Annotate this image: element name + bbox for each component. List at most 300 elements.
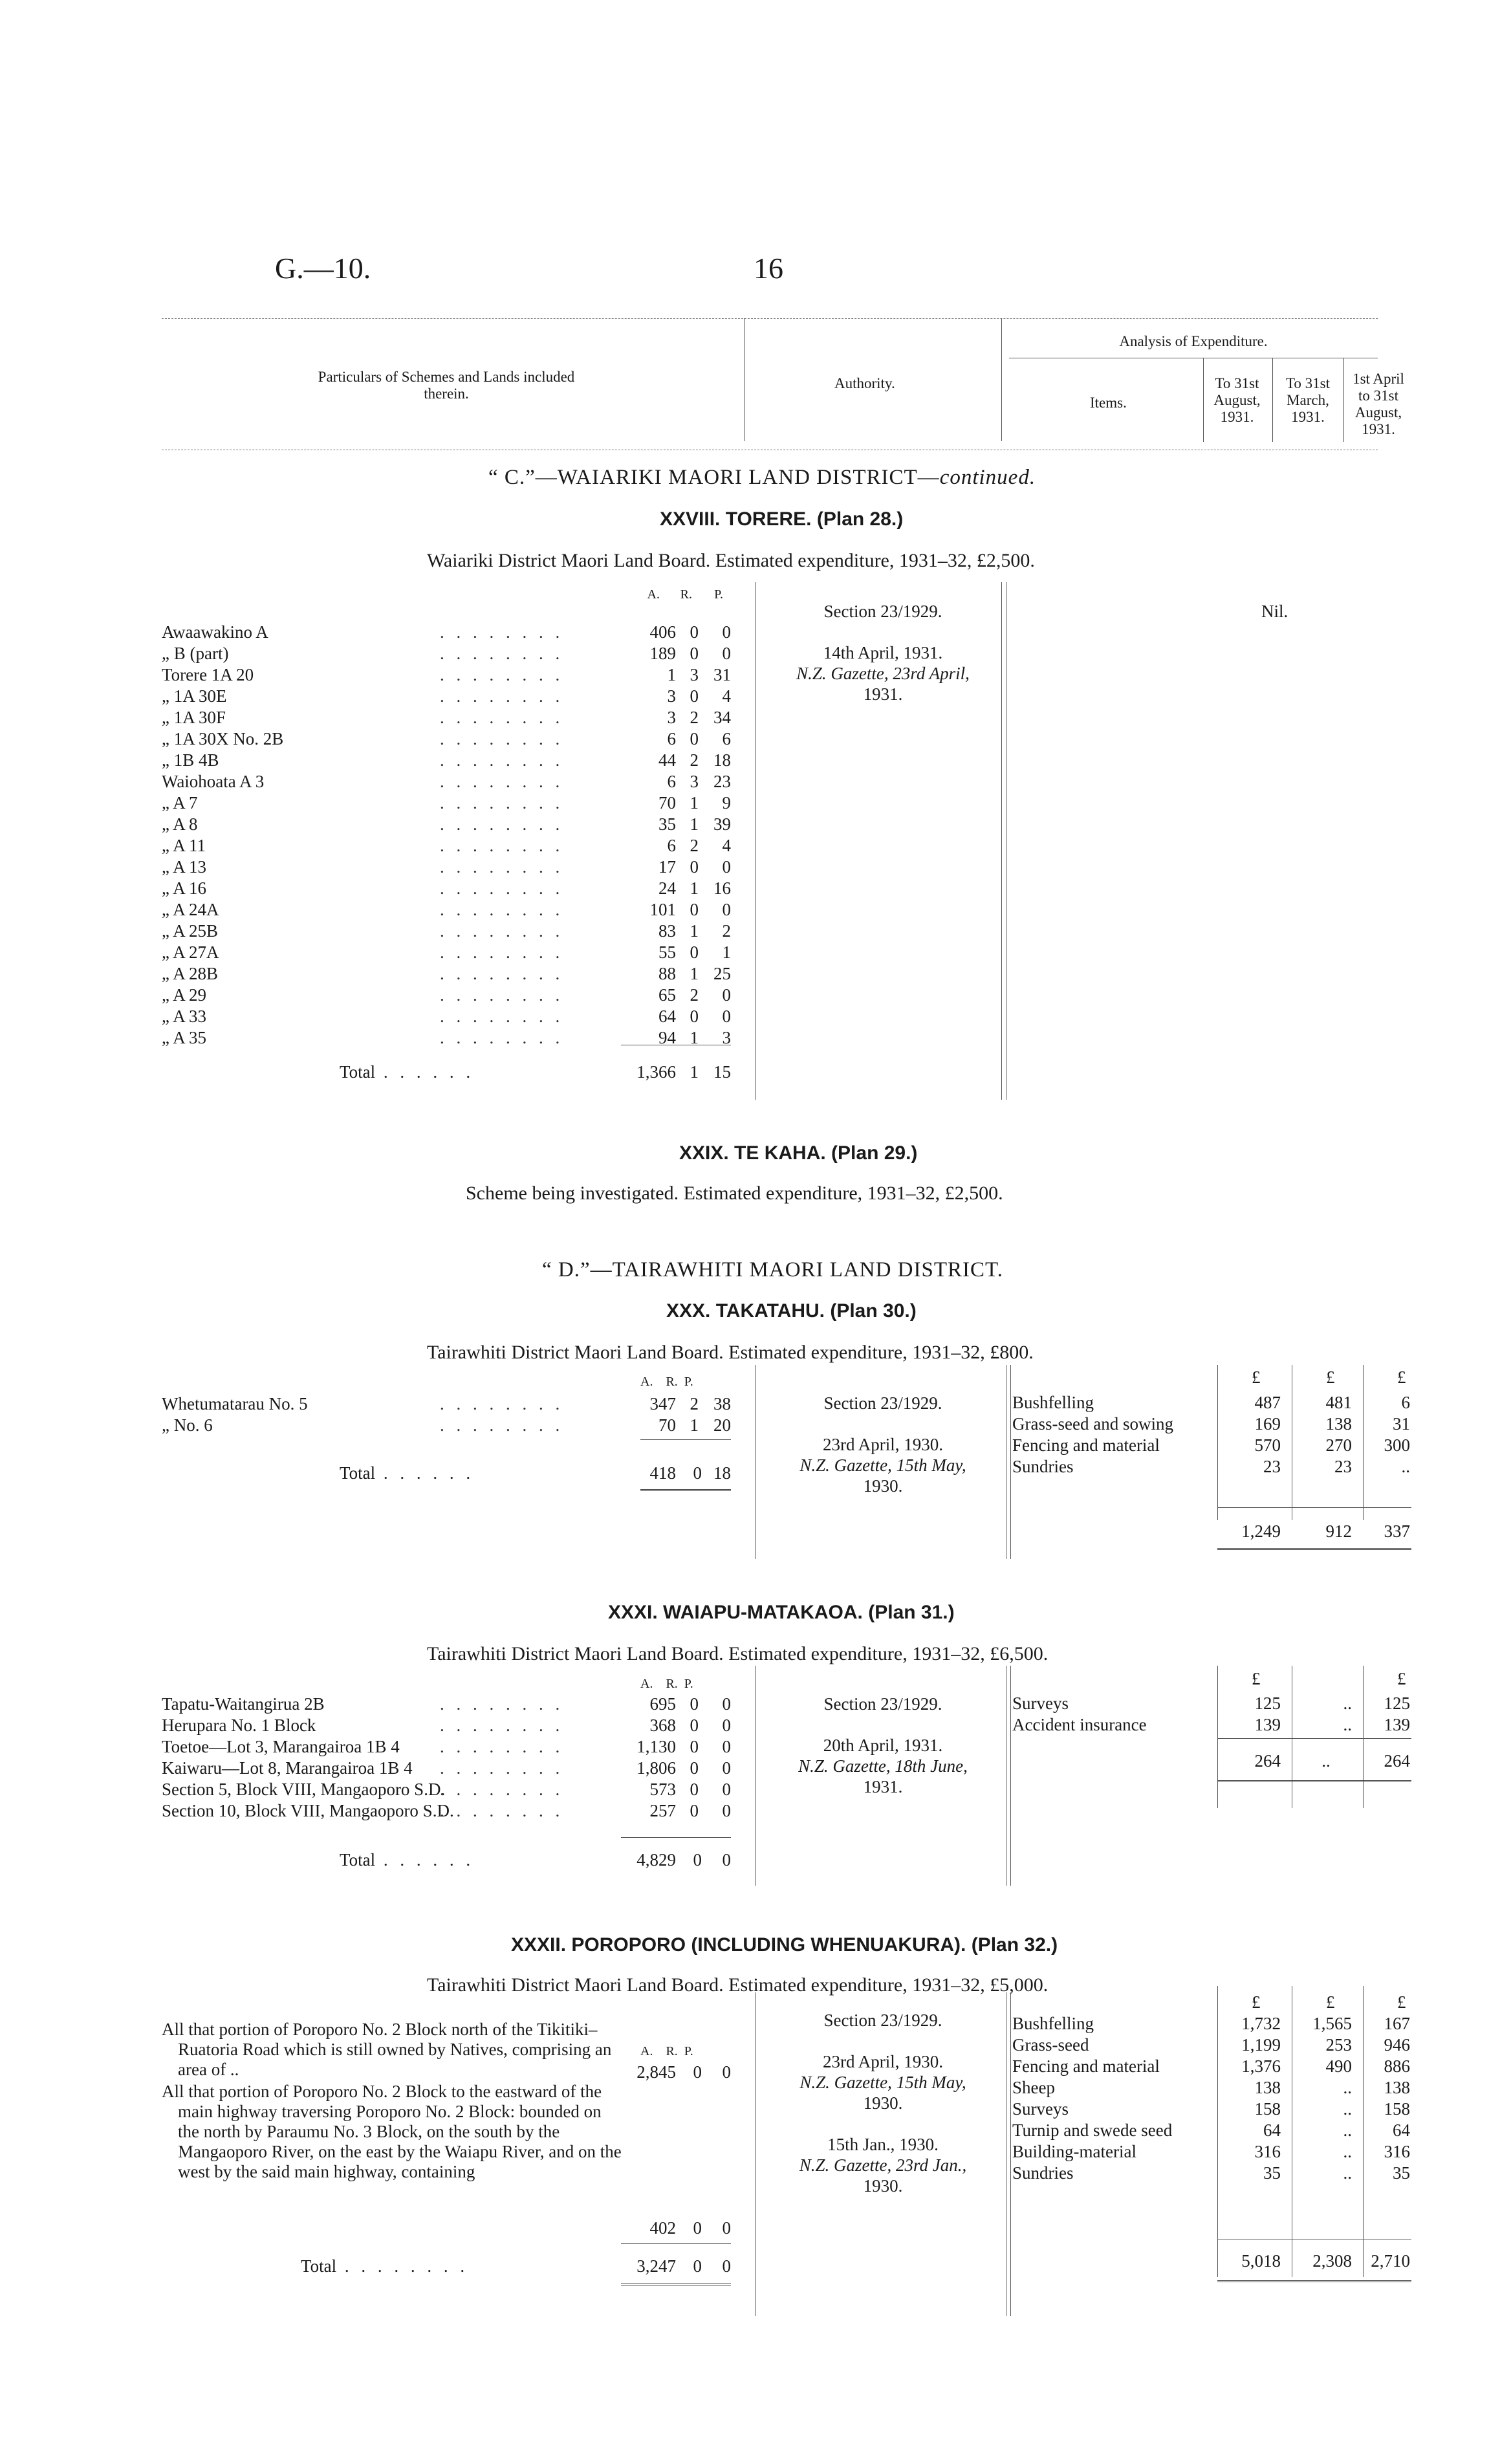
expenditure-row: [1012, 2120, 1410, 2141]
item-apr-aug: 139: [1384, 1715, 1410, 1734]
s30-land-list: [162, 1393, 731, 1435]
land-roods: 0: [690, 943, 699, 962]
item-to-31-aug: 1,732: [1241, 2014, 1281, 2033]
land-perches: 31: [713, 665, 731, 684]
s31-items: [1012, 1693, 1410, 1736]
land-roods: 1: [690, 921, 699, 941]
item-to-31-aug: 138: [1254, 2078, 1281, 2097]
land-acres: 3: [667, 686, 676, 706]
s32-land2: All that portion of Poroporo No. 2 Block to the eastward of the main highway traversing Poroporo No. 2 Block: bounded on the north by Paraumu No. 3 Block, on the south by the Mangaoporo River, on the east by the Waiapu River, and on the west by the said main highway, containing: [162, 2082, 622, 2181]
item-to-31-mar: ..: [1343, 1694, 1352, 1713]
s31-divider: [1363, 1666, 1364, 1808]
header-divider: [744, 318, 745, 441]
land-perches: 23: [713, 772, 731, 791]
land-roods: 0: [690, 622, 699, 642]
land-row: [162, 963, 744, 984]
land-acres: 257: [649, 1801, 676, 1820]
land-acres: 65: [658, 985, 676, 1005]
dot-leader: . . . . . . . .: [440, 1694, 564, 1714]
land-perches: 9: [722, 793, 731, 812]
header-divider: [1203, 358, 1204, 442]
authority-line: 23rd April, 1930.: [823, 1435, 943, 1454]
land-row: [162, 1693, 744, 1714]
s32-land2-a: 402: [649, 2218, 676, 2238]
authority-header: Authority.: [834, 375, 895, 391]
items-header: Items.: [1090, 395, 1127, 411]
land-roods: 0: [690, 1007, 699, 1026]
item-to-31-mar: ..: [1343, 2078, 1352, 2097]
s31-board: Tairawhiti District Maori Land Board. Estimated expenditure, 1931–32, £6,500.: [427, 1643, 1049, 1664]
authority-line: N.Z. Gazette, 15th May,: [799, 1456, 966, 1475]
dot-leader: . . . . . . . .: [440, 1716, 564, 1735]
land-row: [162, 984, 744, 1005]
authority-line: 1930.: [863, 1476, 903, 1496]
s30-cur2: £: [1326, 1368, 1335, 1387]
s32-divider: [1363, 1986, 1364, 2277]
expenditure-row: [1012, 1714, 1410, 1736]
item-name: Sundries: [1012, 2163, 1074, 2183]
item-to-31-mar: 490: [1325, 2056, 1352, 2076]
item-to-31-mar: 138: [1325, 1414, 1352, 1434]
land-roods: 0: [690, 686, 699, 706]
land-row: [162, 1757, 744, 1778]
s30-title: XXX. TAKATAHU. (Plan 30.): [666, 1300, 917, 1322]
land-name: „ No. 6: [162, 1415, 213, 1435]
land-perches: 34: [713, 708, 731, 727]
land-roods: 0: [690, 729, 699, 748]
land-roods: 1: [690, 793, 699, 812]
land-row: [162, 1393, 744, 1414]
authority-line: N.Z. Gazette, 15th May,: [799, 2073, 966, 2092]
s30-sum-double: [1217, 1548, 1411, 1550]
land-name: „ A 33: [162, 1007, 207, 1026]
land-acres: 55: [658, 943, 676, 962]
authority-line: Section 23/1929.: [823, 1694, 942, 1714]
s31-land-list: [162, 1693, 731, 1821]
land-name: „ A 35: [162, 1028, 207, 1047]
land-perches: 0: [722, 857, 731, 877]
land-roods: 0: [690, 1758, 699, 1778]
s31-total-v2: ..: [1321, 1751, 1331, 1771]
land-name: Torere 1A 20: [162, 665, 254, 684]
s28-divider: [1001, 582, 1002, 1100]
item-to-31-aug: 1,199: [1241, 2035, 1281, 2055]
land-name: „ 1A 30F: [162, 708, 226, 727]
s30-cur3: £: [1397, 1368, 1406, 1387]
s28-total-label: Total . . . . . .: [340, 1062, 475, 1082]
s29-board: Scheme being investigated. Estimated expenditure, 1931–32, £2,500.: [466, 1183, 1003, 1204]
land-row: [162, 749, 744, 770]
land-row: [162, 1736, 744, 1757]
s28-nil: Nil.: [1261, 602, 1288, 621]
s31-total-r: 0: [693, 1850, 702, 1870]
s31-total-a: 4,829: [636, 1850, 676, 1870]
s31-title: XXXI. WAIAPU-MATAKAOA. (Plan 31.): [608, 1602, 955, 1623]
s32-total-v2: 2,308: [1312, 2251, 1352, 2271]
land-row: [162, 642, 744, 664]
land-row: [162, 792, 744, 813]
s32-land1-a: 2,845: [636, 2062, 676, 2082]
item-apr-aug: 300: [1384, 1435, 1410, 1455]
item-to-31-mar: ..: [1343, 2142, 1352, 2161]
s30-sum-rule: [1217, 1507, 1411, 1508]
item-to-31-aug: 35: [1263, 2163, 1281, 2183]
item-to-31-mar: 481: [1325, 1393, 1352, 1412]
land-name: „ A 28B: [162, 964, 219, 983]
expenditure-row: [1012, 2013, 1410, 2034]
land-roods: 3: [690, 665, 699, 684]
dot-leader: . . . . . . . .: [440, 985, 564, 1005]
s32-land1-r: 0: [693, 2062, 702, 2082]
land-roods: 0: [690, 1737, 699, 1756]
s32-cur1: £: [1252, 1992, 1261, 2012]
s31-total-rule: [621, 1837, 731, 1838]
land-acres: 6: [667, 772, 676, 791]
authority-line: 20th April, 1931.: [823, 1736, 943, 1755]
analysis-header: Analysis of Expenditure.: [1119, 333, 1268, 349]
land-acres: 6: [667, 729, 676, 748]
s30-divider: [1217, 1365, 1218, 1520]
header-top-rule: [162, 318, 1378, 319]
item-to-31-aug: 139: [1254, 1715, 1281, 1734]
land-acres: 70: [658, 1415, 676, 1435]
land-perches: 18: [713, 750, 731, 770]
authority-line: N.Z. Gazette, 23rd Jan.,: [799, 2155, 967, 2175]
s32-cur3: £: [1397, 1992, 1406, 2012]
dot-leader: . . . . . . . .: [440, 793, 564, 812]
page-ref: G.—10.: [275, 252, 371, 285]
s30-total-a: 418: [649, 1463, 676, 1483]
s30-total-double: [640, 1489, 731, 1491]
land-acres: 368: [649, 1716, 676, 1735]
land-name: „ A 25B: [162, 921, 219, 941]
land-acres: 1: [667, 665, 676, 684]
authority-line: 14th April, 1931.: [823, 643, 943, 662]
s28-land-list: [162, 598, 731, 1047]
land-acres: 88: [658, 964, 676, 983]
land-name: „ 1A 30X No. 2B: [162, 729, 284, 748]
land-name: Kaiwaru—Lot 8, Marangairoa 1B 4: [162, 1758, 413, 1778]
land-roods: 0: [690, 1694, 699, 1714]
item-to-31-mar: 23: [1334, 1457, 1352, 1476]
item-name: Building-material: [1012, 2142, 1136, 2161]
land-perches: 25: [713, 964, 731, 983]
land-name: „ A 29: [162, 985, 207, 1005]
dot-leader: . . . . . . . .: [440, 814, 564, 834]
land-name: „ A 24A: [162, 900, 219, 919]
item-name: Bushfelling: [1012, 1393, 1094, 1412]
land-name: Waiohoata A 3: [162, 772, 265, 791]
s32-total-p: 0: [722, 2256, 731, 2276]
item-to-31-aug: 570: [1254, 1435, 1281, 1455]
land-roods: 0: [690, 644, 699, 663]
s32-board: Tairawhiti District Maori Land Board. Estimated expenditure, 1931–32, £5,000.: [427, 1974, 1049, 1996]
s28-total-a: 1,366: [636, 1062, 676, 1082]
land-row: [162, 770, 744, 792]
land-perches: 0: [722, 1716, 731, 1735]
s31-divider: [1217, 1666, 1218, 1808]
item-apr-aug: 31: [1393, 1414, 1410, 1434]
s30-items: [1012, 1392, 1410, 1477]
s32-total-rule: [621, 2243, 731, 2244]
item-apr-aug: 167: [1384, 2014, 1410, 2033]
land-acres: 695: [649, 1694, 676, 1714]
item-name: Turnip and swede seed: [1012, 2121, 1173, 2140]
header-divider: [1001, 318, 1002, 441]
land-name: Tapatu-Waitangirua 2B: [162, 1694, 325, 1714]
land-acres: 24: [658, 878, 676, 898]
s28-arp-a: A.: [647, 587, 660, 602]
land-row: [162, 941, 744, 963]
land-roods: 1: [690, 1028, 699, 1047]
s32-divider: [1010, 1992, 1011, 2316]
item-to-31-mar: ..: [1343, 2163, 1352, 2183]
land-row: [162, 856, 744, 877]
item-name: Accident insurance: [1012, 1715, 1147, 1734]
land-perches: 1: [722, 943, 731, 962]
land-roods: 0: [690, 1780, 699, 1799]
s31-authority: [760, 1693, 1006, 1796]
dot-leader: . . . . . . . .: [440, 943, 564, 962]
s30-board: Tairawhiti District Maori Land Board. Estimated expenditure, 1931–32, £800.: [427, 1342, 1034, 1363]
authority-line: N.Z. Gazette, 23rd April,: [796, 664, 970, 683]
expenditure-row: [1012, 1693, 1410, 1714]
land-row: [162, 920, 744, 941]
col2-header: To 31st March, 1931.: [1285, 375, 1331, 425]
land-perches: 3: [722, 1028, 731, 1047]
land-row: [162, 1800, 744, 1821]
land-acres: 70: [658, 793, 676, 812]
land-name: „ A 16: [162, 878, 207, 898]
authority-line: N.Z. Gazette, 18th June,: [798, 1756, 968, 1776]
land-name: „ A 11: [162, 836, 206, 855]
dot-leader: . . . . . . . .: [440, 1007, 564, 1026]
land-perches: 0: [722, 1801, 731, 1820]
land-row: [162, 621, 744, 642]
land-roods: 3: [690, 772, 699, 791]
authority-line: 1931.: [863, 684, 903, 704]
land-row: [162, 1778, 744, 1800]
col1-header: To 31st August, 1931.: [1213, 375, 1261, 425]
s32-divider: [1217, 1986, 1218, 2277]
authority-line: [760, 1714, 1006, 1734]
item-to-31-mar: 1,565: [1312, 2014, 1352, 2033]
land-row: [162, 877, 744, 899]
s30-total-p: 18: [713, 1463, 731, 1483]
dot-leader: . . . . . . . .: [440, 644, 564, 663]
land-roods: 0: [690, 1801, 699, 1820]
land-perches: 0: [722, 644, 731, 663]
land-roods: 2: [690, 1394, 699, 1413]
authority-line: Section 23/1929.: [823, 602, 942, 621]
authority-line: [760, 621, 1006, 642]
item-apr-aug: 35: [1393, 2163, 1410, 2183]
s31-sum-rule: [1217, 1738, 1411, 1739]
land-perches: 0: [722, 985, 731, 1005]
item-name: Sheep: [1012, 2078, 1055, 2097]
land-perches: 6: [722, 729, 731, 748]
s32-total-label: Total . . . . . . . .: [301, 2256, 469, 2276]
s31-divider: [1010, 1666, 1011, 1886]
land-acres: 35: [658, 814, 676, 834]
dot-leader: . . . . . . . .: [440, 708, 564, 727]
s30-total-rule: [640, 1439, 731, 1440]
particulars-header: Particulars of Schemes and Lands included therein.: [318, 369, 575, 402]
authority-line: 1930.: [863, 2176, 903, 2196]
dot-leader: . . . . . . . .: [440, 665, 564, 684]
expenditure-row: [1012, 1413, 1410, 1435]
item-apr-aug: 138: [1384, 2078, 1410, 2097]
s31-sum-double: [1217, 1780, 1411, 1782]
expenditure-row: [1012, 2163, 1410, 2184]
item-name: Bushfelling: [1012, 2014, 1094, 2033]
s32-cur2: £: [1326, 1992, 1335, 2012]
s28-board: Waiariki District Maori Land Board. Estimated expenditure, 1931–32, £2,500.: [427, 550, 1035, 571]
s32-title: XXXII. POROPORO (INCLUDING WHENUAKURA). (Plan 32.): [511, 1934, 1058, 1956]
s29-title: XXIX. TE KAHA. (Plan 29.): [679, 1142, 918, 1164]
dot-leader: . . . . . . . .: [440, 1737, 564, 1756]
land-row: [162, 899, 744, 920]
s32-total-v1: 5,018: [1241, 2251, 1281, 2271]
dot-leader: . . . . . . . .: [440, 622, 564, 642]
dot-leader: . . . . . . . .: [440, 878, 564, 898]
land-perches: 0: [722, 1737, 731, 1756]
land-perches: 2: [722, 921, 731, 941]
page-number: 16: [754, 252, 783, 285]
land-roods: 0: [690, 857, 699, 877]
s30-divider: [1363, 1365, 1364, 1520]
header-divider: [1343, 358, 1344, 442]
land-name: „ B (part): [162, 644, 229, 663]
land-acres: 6: [667, 836, 676, 855]
item-name: Fencing and material: [1012, 1435, 1160, 1455]
land-name: „ 1A 30E: [162, 686, 227, 706]
item-name: Grass-seed: [1012, 2035, 1089, 2055]
s32-total-double: [621, 2284, 731, 2285]
land-acres: 101: [649, 900, 676, 919]
dot-leader: . . . . . . . .: [440, 750, 564, 770]
item-name: Surveys: [1012, 1694, 1069, 1713]
col3-header: 1st April to 31st August, 1931.: [1353, 371, 1404, 437]
item-to-31-aug: 169: [1254, 1414, 1281, 1434]
dot-leader: . . . . . . . .: [440, 921, 564, 941]
s30-cur1: £: [1252, 1368, 1261, 1387]
s28-authority: [760, 600, 1006, 704]
land-row: [162, 813, 744, 834]
district-d-heading: “ D.”—TAIRAWHITI MAORI LAND DISTRICT.: [542, 1258, 1003, 1281]
dot-leader: . . . . . . . .: [440, 857, 564, 877]
item-to-31-mar: 253: [1325, 2035, 1352, 2055]
land-perches: 16: [713, 878, 731, 898]
s28-total-p: 15: [713, 1062, 731, 1082]
item-to-31-aug: 1,376: [1241, 2056, 1281, 2076]
dot-leader: . . . . . . . .: [440, 1758, 564, 1778]
s30-divider: [1010, 1365, 1011, 1559]
land-acres: 64: [658, 1007, 676, 1026]
s32-total-r: 0: [693, 2256, 702, 2276]
land-perches: 0: [722, 900, 731, 919]
land-perches: 20: [713, 1415, 731, 1435]
s28-title: XXVIII. TORERE. (Plan 28.): [660, 508, 904, 530]
land-row: [162, 1714, 744, 1736]
item-to-31-aug: 23: [1263, 1457, 1281, 1476]
authority-line: [760, 1413, 1006, 1434]
land-name: Section 5, Block VIII, Mangaoporo S.D.: [162, 1780, 446, 1799]
dot-leader: . . . . . . . .: [440, 686, 564, 706]
s28-total-r: 1: [690, 1062, 699, 1082]
dot-leader: . . . . . . . .: [440, 1780, 564, 1799]
item-apr-aug: ..: [1401, 1457, 1410, 1476]
s30-authority: [760, 1392, 1006, 1496]
authority-line: 1930.: [863, 2093, 903, 2113]
header-divider: [1272, 358, 1273, 442]
land-name: „ A 7: [162, 793, 198, 812]
land-acres: 189: [649, 644, 676, 663]
expenditure-row: [1012, 2077, 1410, 2099]
land-name: „ 1B 4B: [162, 750, 219, 770]
authority-line: Section 23/1929.: [823, 1393, 942, 1413]
land-name: „ A 13: [162, 857, 207, 877]
item-apr-aug: 6: [1401, 1393, 1410, 1412]
s32-sum-double: [1217, 2280, 1411, 2282]
expenditure-row: [1012, 1456, 1410, 1477]
land-name: „ A 27A: [162, 943, 219, 962]
land-perches: 0: [722, 1780, 731, 1799]
s30-total-v3: 337: [1384, 1521, 1410, 1541]
item-to-31-aug: 125: [1254, 1694, 1281, 1713]
land-acres: 83: [658, 921, 676, 941]
expenditure-row: [1012, 2099, 1410, 2120]
land-roods: 1: [690, 814, 699, 834]
expenditure-row: [1012, 1392, 1410, 1413]
land-row: [162, 834, 744, 856]
land-perches: 4: [722, 836, 731, 855]
s32-arp: A. R. P.: [640, 2044, 693, 2058]
land-name: „ A 8: [162, 814, 198, 834]
dot-leader: . . . . . . . .: [440, 1415, 564, 1435]
land-name: Awaawakino A: [162, 622, 268, 642]
s30-total-v2: 912: [1325, 1521, 1352, 1541]
land-roods: 2: [690, 750, 699, 770]
land-roods: 0: [690, 900, 699, 919]
s31-arp: A. R. P.: [640, 1677, 693, 1691]
s31-total-p: 0: [722, 1850, 731, 1870]
land-roods: 2: [690, 985, 699, 1005]
s30-total-v1: 1,249: [1241, 1521, 1281, 1541]
land-roods: 0: [690, 1716, 699, 1735]
land-perches: 0: [722, 1694, 731, 1714]
item-to-31-aug: 158: [1254, 2099, 1281, 2119]
s31-cur3: £: [1397, 1669, 1406, 1688]
land-acres: 44: [658, 750, 676, 770]
item-to-31-mar: ..: [1343, 2121, 1352, 2140]
land-row: [162, 706, 744, 728]
s31-cur1: £: [1252, 1669, 1261, 1688]
s32-land1: All that portion of Poroporo No. 2 Block north of the Tikitiki–Ruatoria Road which is still owned by Natives, comprising an area of ..: [162, 2020, 612, 2079]
expenditure-row: [1012, 2056, 1410, 2077]
item-to-31-mar: ..: [1343, 2099, 1352, 2119]
item-to-31-mar: 270: [1325, 1435, 1352, 1455]
land-row: [162, 1414, 744, 1435]
dot-leader: . . . . . . . .: [440, 836, 564, 855]
land-perches: 0: [722, 1007, 731, 1026]
district-c-heading: “ C.”—WAIARIKI MAORI LAND DISTRICT—continued.: [488, 466, 1036, 489]
land-roods: 1: [690, 878, 699, 898]
item-to-31-mar: ..: [1343, 1715, 1352, 1734]
item-apr-aug: 316: [1384, 2142, 1410, 2161]
item-to-31-aug: 64: [1263, 2121, 1281, 2140]
s32-authority: [760, 2009, 1006, 2196]
